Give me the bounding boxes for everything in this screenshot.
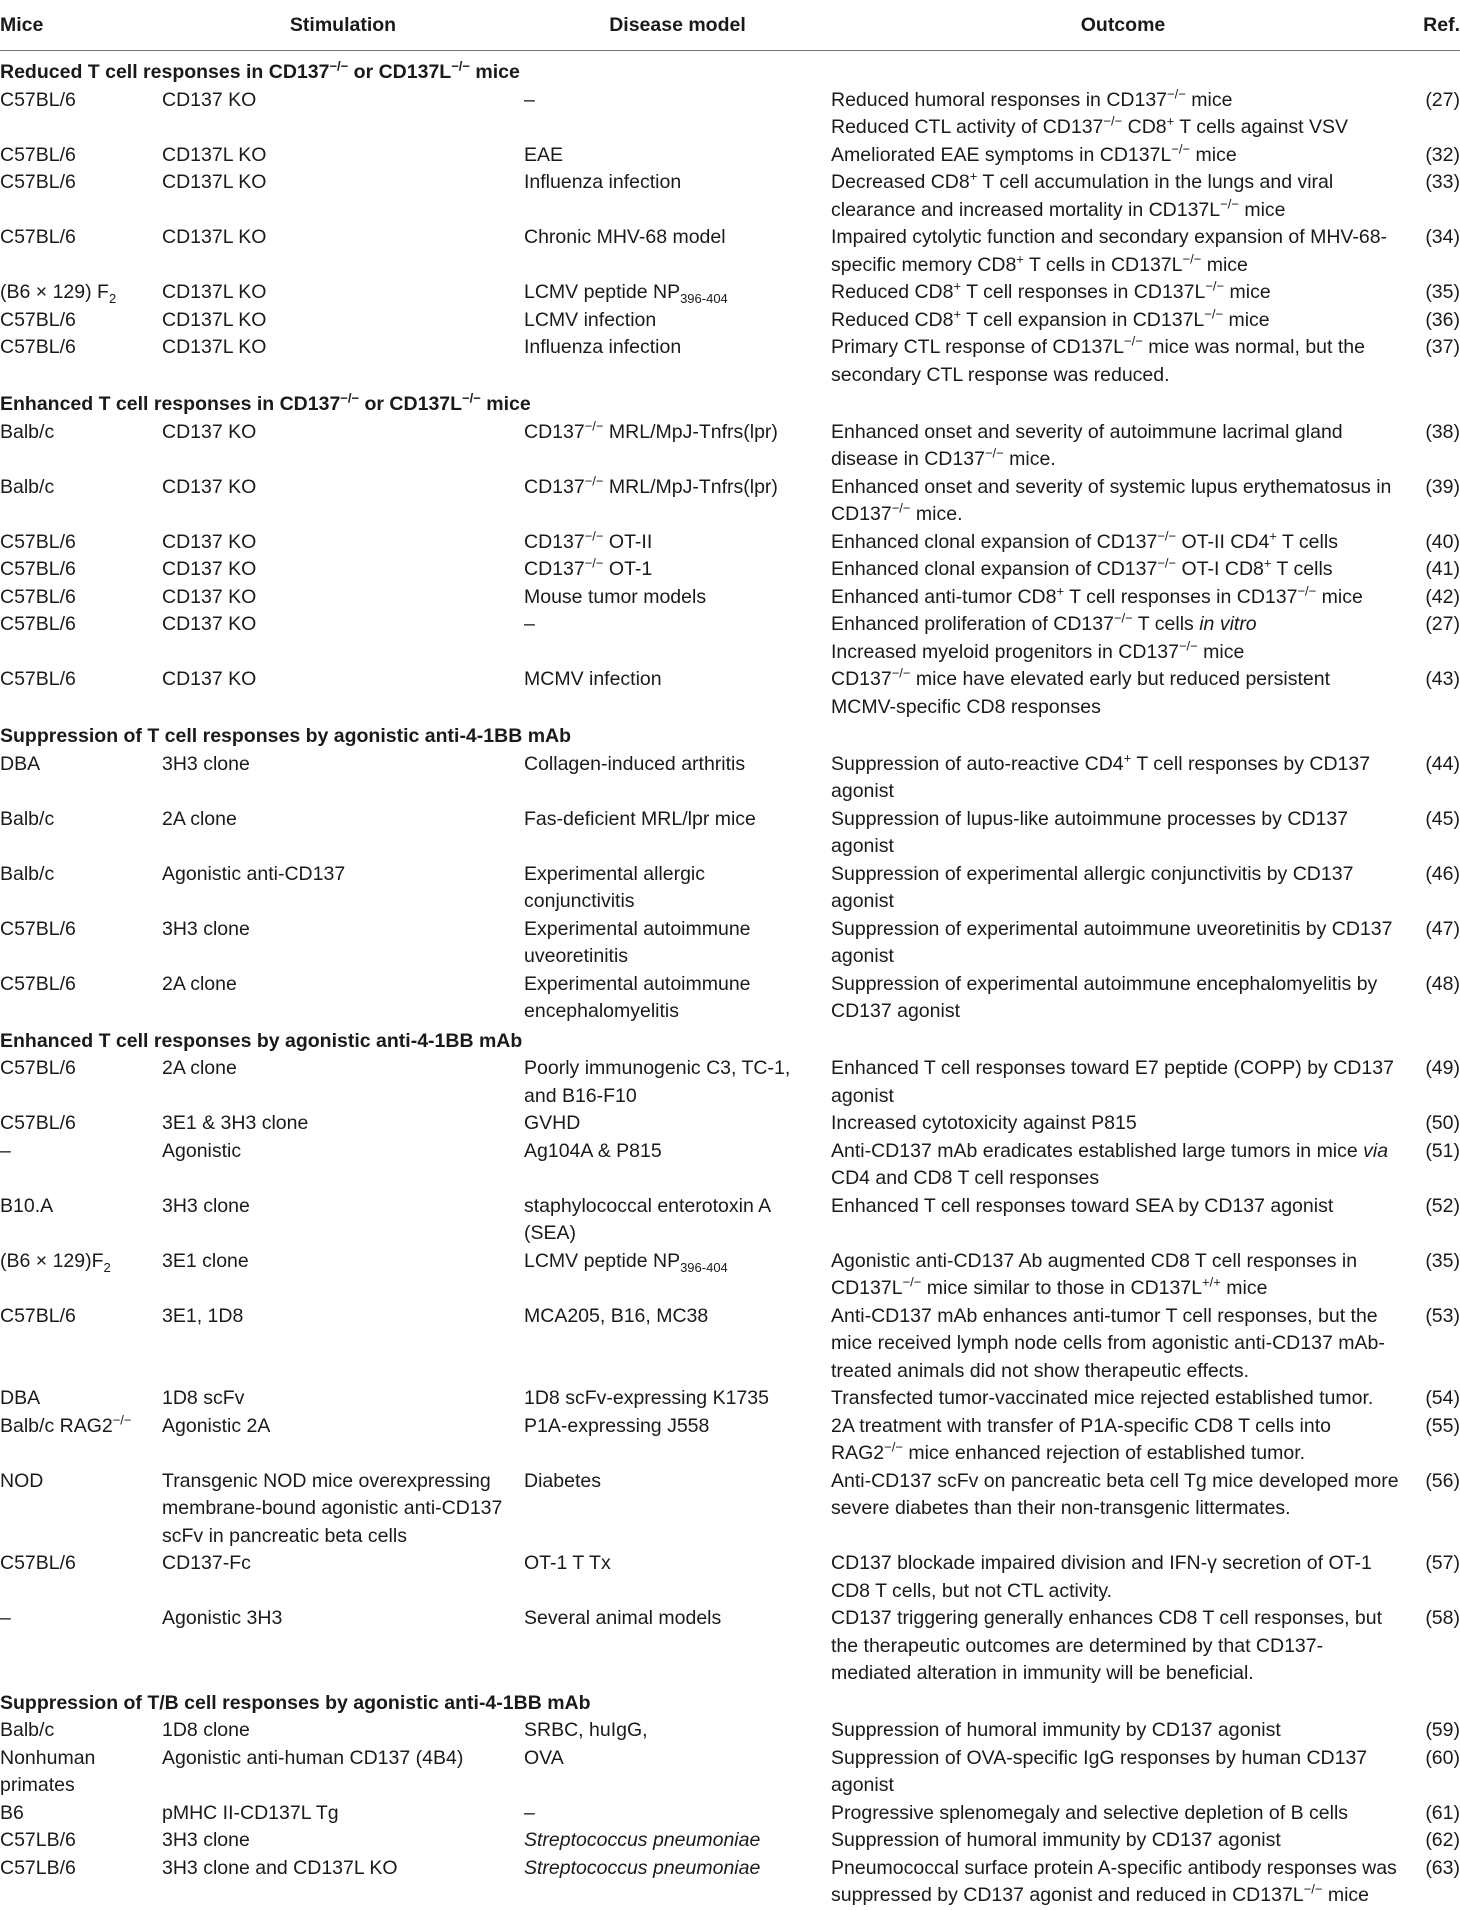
cell-ref: (37) [1425,336,1460,358]
cell-outcome: Agonistic anti-CD137 Ab augmented CD8 T cell responses in CD137L−/− mice similar to those in CD137L+/+ mice [831,1249,1358,1299]
header-outcome: Outcome [831,0,1415,51]
cell-disease-model: CD137−/− OT-1 [524,555,653,580]
cell-disease-model: OT-1 T Tx [524,1552,611,1574]
cell-stimulation: 1D8 scFv [162,1387,245,1409]
cell-stimulation: 3H3 clone [162,1829,250,1851]
table-row [0,556,1460,584]
cell-ref: (52) [1425,1194,1460,1217]
cell-mice: C57BL/6 [0,972,76,995]
cell-outcome: Increased cytotoxicity against P815 [831,1112,1137,1134]
cell-mice: C57BL/6 [0,668,76,690]
cell-ref: (59) [1425,1719,1460,1741]
cell-outcome: Enhanced proliferation of CD137−/− T cells in vitro Increased myeloid progenitors in CD137−/− mice [831,610,1257,663]
cell-outcome: Suppression of experimental autoimmune uveoretinitis by CD137 agonist [831,917,1393,967]
cell-ref: (35) [1425,1249,1460,1272]
cell-ref: (48) [1425,972,1460,995]
cell-stimulation: 1D8 clone [162,1719,250,1741]
cell-disease-model: CD137−/− MRL/MpJ-Tnfrs(lpr) [524,418,778,443]
cell-stimulation: CD137L KO [162,281,267,303]
cell-stimulation: CD137 KO [162,558,257,580]
table-row [0,1385,1460,1413]
cell-mice: Balb/c [0,420,55,443]
cell-outcome: Pneumococcal surface protein A-specific antibody responses was suppressed by CD137 agonist and reduced in CD137L−/− mice [831,1856,1397,1906]
cell-ref: (41) [1425,558,1460,580]
cell-mice: C57LB/6 [0,1829,76,1851]
cell-outcome: Reduced CD8+ T cell responses in CD137L−/− mice [831,278,1271,303]
cell-disease-model: Experimental allergic conjunctivitis [524,862,705,912]
cell-ref: (32) [1425,143,1460,166]
cell-ref: (27) [1425,613,1460,635]
section-row [0,389,1460,419]
cell-mice: C57BL/6 [0,1057,76,1079]
cell-outcome: Enhanced clonal expansion of CD137−/− OT-II CD4+ T cells [831,528,1338,553]
cell-ref: (36) [1425,308,1460,331]
table-row [0,1110,1460,1138]
cell-stimulation: CD137 KO [162,475,257,498]
cell-ref: (54) [1425,1387,1460,1409]
cell-mice: Balb/c RAG2−/− [0,1412,132,1437]
cell-mice: C57BL/6 [0,1552,76,1574]
cell-mice: C57BL/6 [0,1304,76,1327]
cell-mice: C57LB/6 [0,1856,76,1879]
table-row [0,584,1460,612]
cell-disease-model: Mouse tumor models [524,585,707,608]
cell-outcome: Enhanced T cell responses toward E7 peptide (COPP) by CD137 agonist [831,1057,1394,1107]
table-row [0,751,1460,806]
table-row [0,806,1460,861]
table-row [0,1193,1460,1248]
table-row [0,1303,1460,1386]
table-row [0,666,1460,721]
table-row [0,334,1460,389]
cell-disease-model: CD137−/− OT-II [524,528,653,553]
cell-ref: (47) [1425,917,1460,940]
cell-outcome: 2A treatment with transfer of P1A-specific CD8 T cells into RAG2−/− mice enhanced rejection of established tumor. [831,1414,1331,1464]
cell-ref: (46) [1425,862,1460,885]
cell-outcome: Anti-CD137 mAb enhances anti-tumor T cell responses, but the mice received lymph node cells from agonistic anti-CD137 mAb- treated animals did not show therapeutic effects. [831,1304,1385,1382]
table-row [0,279,1460,307]
table-row [0,307,1460,335]
cell-stimulation: pMHC II-CD137L Tg [162,1801,339,1824]
cell-mice: – [0,1139,11,1162]
cell-disease-model: Experimental autoimmune uveoretinitis [524,917,751,967]
cell-stimulation: 2A clone [162,807,237,830]
table-row [0,1855,1460,1910]
cell-disease-model: Poorly immunogenic C3, TC-1, and B16-F10 [524,1057,791,1107]
table-row [0,1827,1460,1855]
table-row [0,169,1460,224]
cell-mice: Balb/c [0,1719,55,1741]
cell-disease-model: MCMV infection [524,668,662,690]
cell-outcome: CD137 blockade impaired division and IFN-γ secretion of OT-1 CD8 T cells, but not CTL activity. [831,1552,1372,1602]
cell-stimulation: Agonistic [162,1139,242,1162]
cell-mice: Balb/c [0,862,55,885]
cell-stimulation: CD137-Fc [162,1552,251,1574]
table-row [0,1138,1460,1193]
cell-outcome: Transfected tumor-vaccinated mice rejected established tumor. [831,1387,1374,1409]
cell-disease-model: Collagen-induced arthritis [524,752,746,775]
cell-ref: (33) [1425,171,1460,193]
cell-ref: (38) [1425,420,1460,443]
cell-stimulation: Agonistic anti-human CD137 (4B4) [162,1746,464,1769]
cell-outcome: Suppression of experimental allergic conjunctivitis by CD137 agonist [831,862,1354,912]
table-row [0,1605,1460,1688]
cell-stimulation: Agonistic 2A [162,1414,271,1437]
header-row [0,0,1460,51]
cell-mice: $(B6 \times 129)F_2$ [0,1249,111,1275]
cell-stimulation: 2A clone [162,1057,237,1079]
cell-mice: C57BL/6 [0,917,76,940]
cell-stimulation: CD137 KO [162,530,257,553]
table-row [0,1717,1460,1745]
cell-ref: (40) [1425,530,1460,553]
cell-disease-model: Diabetes [524,1469,601,1492]
cell-stimulation: CD137 KO [162,585,257,608]
cell-stimulation: CD137L KO [162,226,267,248]
cell-disease-model: LCMV infection [524,308,657,331]
cell-mice: C57BL/6 [0,308,76,331]
cell-stimulation: CD137L KO [162,143,267,166]
cell-stimulation: CD137 KO [162,88,257,111]
cell-stimulation: 3H3 clone and CD137L KO [162,1856,398,1879]
cell-outcome: CD137−/− mice have elevated early but reduced persistent MCMV-specific CD8 responses [831,665,1330,718]
cell-mice: C57BL/6 [0,613,76,635]
cell-disease-model: EAE [524,143,564,166]
section-title: Suppression of T cell responses by agonistic anti-4-1BB mAb [0,725,572,747]
cell-ref: (49) [1425,1057,1460,1079]
cell-ref: (35) [1425,281,1460,303]
cell-outcome: Anti-CD137 scFv on pancreatic beta cell Tg mice developed more severe diabetes than their non-transgenic littermates. [831,1469,1399,1519]
cell-mice: C57BL/6 [0,1112,76,1134]
table-row [0,419,1460,474]
cell-stimulation: Agonistic anti-CD137 [162,862,346,885]
header-mice: Mice [0,0,162,51]
cell-ref: (63) [1425,1856,1460,1879]
cell-outcome: Enhanced clonal expansion of CD137−/− OT-I CD8+ T cells [831,555,1333,580]
cell-stimulation: CD137L KO [162,336,267,358]
cell-stimulation: 3E1 & 3H3 clone [162,1112,309,1134]
cell-mice: (B6 × 129) $F_2$ [0,281,117,306]
cell-mice: – [0,1607,11,1629]
cell-stimulation: CD137 KO [162,668,257,690]
table-row [0,142,1460,170]
cell-disease-model: Ag104A & P815 [524,1139,662,1162]
cell-stimulation: 3E1 clone [162,1249,249,1272]
cell-disease-model: Experimental autoimmune encephalomyelitis [524,972,751,1022]
cell-outcome: Primary CTL response of CD137L−/− mice was normal, but the secondary CTL response was reduced. [831,333,1365,386]
section-title: Enhanced T cell responses by agonistic anti-4-1BB mAb [0,1029,523,1052]
section-title: Reduced T cell responses in CD137−/− or CD137L−/− mice [0,58,520,83]
cell-ref: (39) [1425,475,1460,498]
table-row [0,611,1460,666]
cell-ref: (27) [1425,88,1460,111]
cell-ref: (34) [1425,226,1460,248]
cell-mice: DBA [0,752,41,775]
cell-outcome: CD137 triggering generally enhances CD8 T cell responses, but the therapeutic outcomes are determined by that CD137- mediated alteration in immunity will be beneficial. [831,1607,1383,1684]
table-row [0,1248,1460,1303]
cell-disease-model: 1D8 scFv-expressing K1735 [524,1387,769,1409]
cell-stimulation: 3E1, 1D8 [162,1304,244,1327]
section-row [0,1026,1460,1056]
cell-ref: (51) [1425,1139,1460,1162]
cell-outcome: Enhanced T cell responses toward SEA by CD137 agonist [831,1194,1334,1217]
section-row [0,721,1460,751]
table-row [0,1055,1460,1110]
cell-disease-model: Chronic MHV-68 model [524,226,726,248]
cell-disease-model: Fas-deficient MRL/lpr mice [524,807,756,830]
cell-stimulation: 3H3 clone [162,917,250,940]
cell-disease-model: Influenza infection [524,171,682,193]
cell-ref: (55) [1425,1414,1460,1437]
cell-mice: DBA [0,1387,41,1409]
cell-stimulation: CD137 KO [162,613,257,635]
section-title: Enhanced T cell responses in CD137−/− or CD137L−/− mice [0,390,531,415]
cell-mice: Balb/c [0,807,55,830]
table-row [0,529,1460,557]
table-row [0,971,1460,1026]
cell-outcome: Suppression of experimental autoimmune encephalomyelitis by CD137 agonist [831,972,1378,1022]
cell-mice: C57BL/6 [0,143,76,166]
cell-outcome: Enhanced onset and severity of systemic lupus erythematosus in CD137−/− mice. [831,475,1392,525]
table-row [0,224,1460,279]
cell-ref: (62) [1425,1829,1460,1851]
cell-ref: (61) [1425,1801,1460,1824]
table-row [0,1745,1460,1800]
table-row [0,474,1460,529]
cell-ref: (53) [1425,1304,1460,1327]
table-row [0,861,1460,916]
table-row [0,1468,1460,1551]
cell-disease-model: – [524,88,535,111]
cell-outcome: Reduced CD8+ T cell expansion in CD137L−/− mice [831,306,1270,331]
cell-mice: NOD [0,1469,44,1492]
cell-outcome: Suppression of humoral immunity by CD137 agonist [831,1829,1281,1851]
cell-mice: B10.A [0,1194,54,1217]
cell-outcome: Suppression of auto-reactive CD4+ T cell responses by CD137 agonist [831,750,1371,802]
cell-ref: (60) [1425,1746,1460,1769]
cell-disease-model: GVHD [524,1112,581,1134]
cell-outcome: Decreased CD8+ T cell accumulation in the lungs and viral clearance and increased mortality in CD137L−/− mice [831,168,1334,221]
cell-disease-model: MCA205, B16, MC38 [524,1304,709,1327]
table-body [0,51,1460,1910]
cell-stimulation: CD137L KO [162,171,267,193]
header-disease-model: Disease model [524,0,831,51]
cell-mice: C57BL/6 [0,226,76,248]
header-stimulation: Stimulation [162,0,524,51]
section-row [0,51,1460,87]
header-ref: Ref. [1415,0,1460,51]
cell-outcome: Progressive splenomegaly and selective depletion of B cells [831,1801,1349,1824]
cell-stimulation: 3H3 clone [162,1194,250,1217]
cell-disease-model: LCMV peptide $NP_{396-404}$ [524,1249,728,1275]
cell-disease-model: Streptococcus pneumoniae [524,1856,761,1879]
cell-stimulation: 2A clone [162,972,237,995]
table-row [0,1800,1460,1828]
cell-outcome: Anti-CD137 mAb eradicates established large tumors in mice via CD4 and CD8 T cell responses [831,1139,1389,1189]
cell-ref: (45) [1425,807,1460,830]
cell-outcome: Enhanced anti-tumor CD8+ T cell responses in CD137−/− mice [831,583,1363,608]
table-row [0,1413,1460,1468]
cell-outcome: Reduced humoral responses in CD137−/− mice Reduced CTL activity of CD137−/− CD8+ T cells against VSV [831,86,1349,138]
cell-outcome: Enhanced onset and severity of autoimmune lacrimal gland disease in CD137−/− mice. [831,420,1343,470]
cell-stimulation: CD137L KO [162,308,267,331]
table-row [0,916,1460,971]
section-row [0,1688,1460,1718]
cell-disease-model: – [524,613,535,635]
cell-mice: Balb/c [0,475,55,498]
cell-stimulation: Transgenic NOD mice overexpressing membrane-bound agonistic anti-CD137 scFv in pancreatic beta cells [162,1469,503,1547]
cell-disease-model: LCMV peptide $NP_{396-404}$ [524,281,728,306]
cell-mice: C57BL/6 [0,88,76,111]
cell-disease-model: OVA [524,1746,564,1769]
cell-ref: (58) [1425,1607,1460,1629]
table-row [0,87,1460,142]
cell-mice: C57BL/6 [0,530,76,553]
cell-mice: Nonhuman primates [0,1746,96,1796]
cell-ref: (57) [1425,1552,1460,1574]
cell-disease-model: SRBC, huIgG, [524,1719,648,1741]
cell-mice: B6 [0,1801,24,1824]
cell-mice: C57BL/6 [0,336,76,358]
cell-disease-model: P1A-expressing J558 [524,1414,710,1437]
cell-ref: (43) [1425,668,1460,690]
cell-ref: (56) [1425,1469,1460,1492]
cell-outcome: Suppression of humoral immunity by CD137 agonist [831,1719,1281,1741]
cell-outcome: Ameliorated EAE symptoms in CD137L−/− mice [831,141,1237,166]
cell-stimulation: CD137 KO [162,420,257,443]
cell-outcome: Suppression of lupus-like autoimmune processes by CD137 agonist [831,807,1349,857]
cell-outcome: Impaired cytolytic function and secondary expansion of MHV-68- specific memory CD8+ T cells in CD137L−/− mice [831,226,1388,276]
section-title: Suppression of T/B cell responses by agonistic anti-4-1BB mAb [0,1691,591,1714]
cell-stimulation: Agonistic 3H3 [162,1607,283,1629]
cell-stimulation: 3H3 clone [162,752,250,775]
cell-mice: C57BL/6 [0,558,76,580]
cell-disease-model: CD137−/− MRL/MpJ-Tnfrs(lpr) [524,473,778,498]
cell-disease-model: Several animal models [524,1607,722,1629]
cell-disease-model: staphylococcal enterotoxin A (SEA) [524,1194,772,1244]
cell-mice: C57BL/6 [0,171,76,193]
table-row [0,1550,1460,1605]
cell-ref: (44) [1425,752,1460,775]
cell-ref: (50) [1425,1112,1460,1134]
cell-disease-model: Influenza infection [524,336,682,358]
cell-disease-model: Streptococcus pneumoniae [524,1829,761,1851]
cell-ref: (42) [1425,585,1460,608]
cell-mice: C57BL/6 [0,585,76,608]
cell-disease-model: – [524,1801,535,1824]
cell-outcome: Suppression of OVA-specific IgG responses by human CD137 agonist [831,1746,1368,1796]
